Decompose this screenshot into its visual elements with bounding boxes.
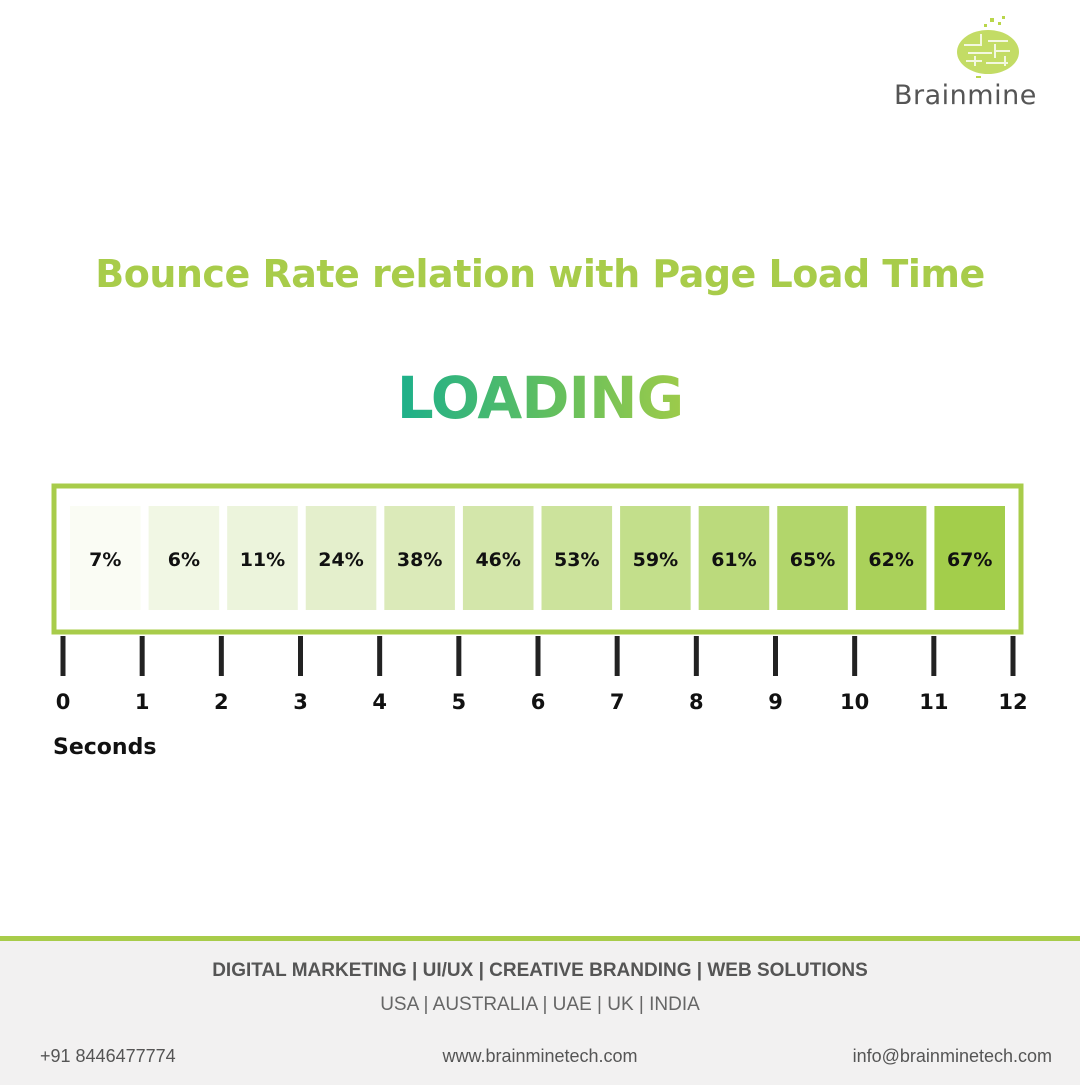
page-title: Bounce Rate relation with Page Load Time (95, 252, 985, 296)
x-tick-label: 0 (55, 690, 71, 714)
x-tick-mark (61, 636, 66, 676)
bounce-rate-chart (0, 470, 1080, 770)
x-tick-mark (931, 636, 936, 676)
bar-value-label: 61% (711, 549, 757, 571)
x-tick-mark (219, 636, 224, 676)
x-tick-label: 2 (214, 690, 229, 714)
x-tick-label: 3 (293, 690, 308, 714)
bar-value-label: 38% (396, 549, 443, 571)
x-tick-label: 7 (609, 690, 625, 714)
x-tick-mark (1011, 636, 1016, 676)
x-tick-mark (536, 636, 541, 676)
x-tick-mark (773, 636, 778, 676)
loading-heading (0, 364, 1080, 432)
x-tick-label: 12 (998, 690, 1028, 714)
regions-line: USA | AUSTRALIA | UAE | UK | INDIA (380, 994, 700, 1015)
website-link[interactable]: www.brainminetech.com (442, 1046, 638, 1066)
x-tick-mark (615, 636, 620, 676)
loading-text: LOADING (396, 364, 684, 432)
bar-value-label: 67% (946, 549, 993, 571)
x-tick-label: 4 (372, 690, 387, 714)
bar-value-label: 53% (554, 549, 600, 571)
x-tick-label: 10 (840, 690, 870, 714)
x-tick-mark (377, 636, 382, 676)
x-tick-label: 6 (530, 690, 546, 714)
x-tick-label: 11 (919, 690, 949, 714)
brain-icon (954, 16, 1026, 78)
x-tick-mark (852, 636, 857, 676)
x-tick-label: 8 (689, 690, 704, 714)
bar-value-label: 6% (167, 549, 201, 571)
brand-name: Brainmine (894, 80, 1037, 111)
bar-value-label: 7% (89, 549, 122, 571)
x-axis-label: Seconds (53, 735, 157, 760)
bar-value-label: 46% (475, 549, 521, 571)
phone-number[interactable]: +91 8446477774 (40, 1046, 176, 1066)
bar-value-label: 11% (239, 549, 286, 571)
x-tick-mark (140, 636, 145, 676)
email-link[interactable]: info@brainminetech.com (852, 1046, 1052, 1066)
x-tick-label: 5 (451, 690, 467, 714)
x-tick-mark (456, 636, 461, 676)
x-tick-label: 1 (134, 690, 150, 714)
bar-value-label: 65% (789, 549, 836, 571)
bar-value-label: 59% (632, 549, 679, 571)
services-line: DIGITAL MARKETING | UI/UX | CREATIVE BRANDING | WEB SOLUTIONS (212, 960, 868, 981)
bar-value-label: 62% (868, 549, 914, 571)
x-tick-mark (694, 636, 699, 676)
x-tick-mark (298, 636, 303, 676)
brand-logo (890, 14, 1040, 114)
x-tick-label: 9 (768, 690, 783, 714)
bar-value-label: 24% (318, 549, 364, 571)
